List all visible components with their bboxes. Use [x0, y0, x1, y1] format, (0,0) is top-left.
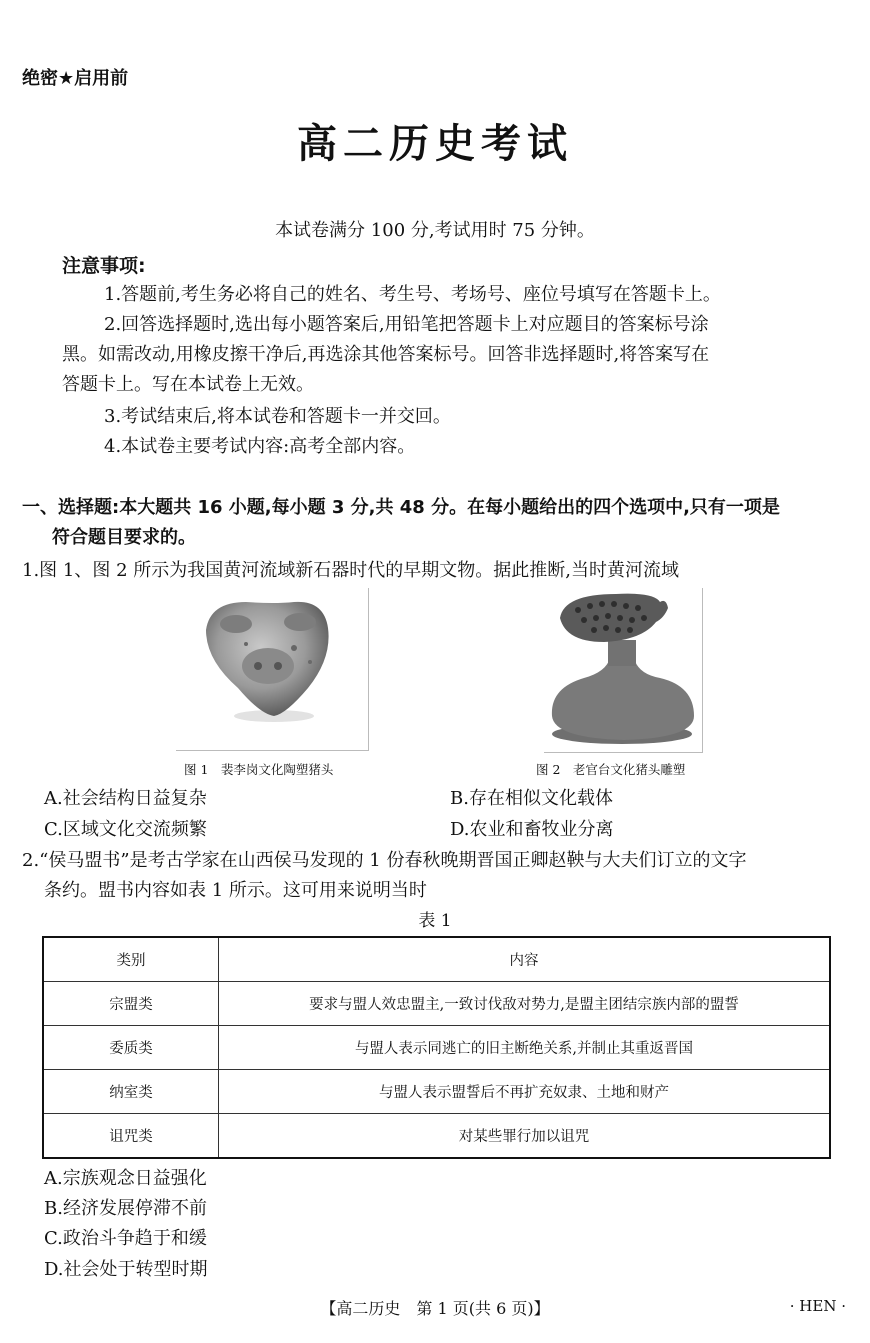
note-2-cont: 黑。如需改动,用橡皮擦干净后,再选涂其他答案标号。回答非选择题时,将答案写在	[62, 344, 710, 365]
question-1-option-a: A.社会结构日益复杂	[44, 788, 207, 809]
question-2-stem-line2: 条约。盟书内容如表 1 所示。这可用来说明当时	[44, 880, 427, 901]
exam-title: 高二历史考试	[297, 121, 573, 167]
page-footer: 【高二历史 第 1 页(共 6 页)】	[320, 1299, 550, 1318]
question-2-stem-line1: 2.“侯马盟书”是考古学家在山西侯马发现的 1 份春秋晚期晋国正卿赵鞅与大夫们订立的文字	[22, 850, 747, 871]
table-cell-content: 与盟人表示盟誓后不再扩充奴隶、土地和财产	[219, 1070, 831, 1114]
figure-1-image	[176, 588, 369, 751]
note-3: 3.考试结束后,将本试卷和答题卡一并交回。	[104, 406, 451, 427]
table-row	[43, 1070, 830, 1114]
table-row	[43, 982, 830, 1026]
table-cell-category: 诅咒类	[43, 1114, 219, 1159]
table-header-category: 类别	[43, 937, 219, 982]
notes-heading: 注意事项:	[62, 255, 146, 277]
question-1-option-d: D.农业和畜牧业分离	[450, 819, 614, 840]
exam-info: 本试卷满分 100 分,考试用时 75 分钟。	[275, 220, 595, 241]
table-header-content: 内容	[219, 937, 831, 982]
figure-1-caption: 图 1 裴李岗文化陶塑猪头	[184, 762, 334, 777]
table-cell-category: 宗盟类	[43, 982, 219, 1026]
note-2: 2.回答选择题时,选出每小题答案后,用铅笔把答题卡上对应题目的答案标号涂	[104, 314, 709, 335]
section-heading-line2: 符合题目要求的。	[52, 527, 196, 548]
table-cell-content: 要求与盟人效忠盟主,一致讨伐敌对势力,是盟主团结宗族内部的盟誓	[219, 982, 831, 1026]
note-2-cont2: 答题卡上。写在本试卷上无效。	[62, 374, 314, 395]
figure-2-caption: 图 2 老官台文化猪头雕塑	[536, 762, 686, 777]
question-2-option-a: A.宗族观念日益强化	[44, 1168, 207, 1189]
question-1-option-b: B.存在相似文化载体	[450, 788, 613, 809]
alliance-table	[42, 936, 831, 1159]
question-2-option-c: C.政治斗争趋于和缓	[44, 1228, 207, 1249]
question-2-option-b: B.经济发展停滞不前	[44, 1198, 207, 1219]
footer-code: · HEN ·	[789, 1297, 846, 1315]
confidential-label: 绝密★启用前	[22, 68, 129, 89]
question-1-stem: 1.图 1、图 2 所示为我国黄河流域新石器时代的早期文物。据此推断,当时黄河流域	[22, 560, 679, 581]
question-2-option-d: D.社会处于转型时期	[44, 1259, 208, 1280]
table-header-row	[43, 937, 830, 982]
note-1: 1.答题前,考生务必将自己的姓名、考生号、考场号、座位号填写在答题卡上。	[104, 284, 721, 305]
section-heading-line1: 一、选择题:本大题共 16 小题,每小题 3 分,共 48 分。在每小题给出的四个选项中,只有一项是	[22, 497, 780, 518]
table-title: 表 1	[418, 911, 452, 931]
table-cell-category: 委质类	[43, 1026, 219, 1070]
table-row	[43, 1026, 830, 1070]
figure-2-image	[544, 588, 703, 753]
table-cell-category: 纳室类	[43, 1070, 219, 1114]
question-1-option-c: C.区域文化交流频繁	[44, 819, 207, 840]
table-row	[43, 1114, 830, 1159]
table-cell-content: 对某些罪行加以诅咒	[219, 1114, 831, 1159]
note-4: 4.本试卷主要考试内容:高考全部内容。	[104, 436, 416, 457]
table-cell-content: 与盟人表示同逃亡的旧主断绝关系,并制止其重返晋国	[219, 1026, 831, 1070]
